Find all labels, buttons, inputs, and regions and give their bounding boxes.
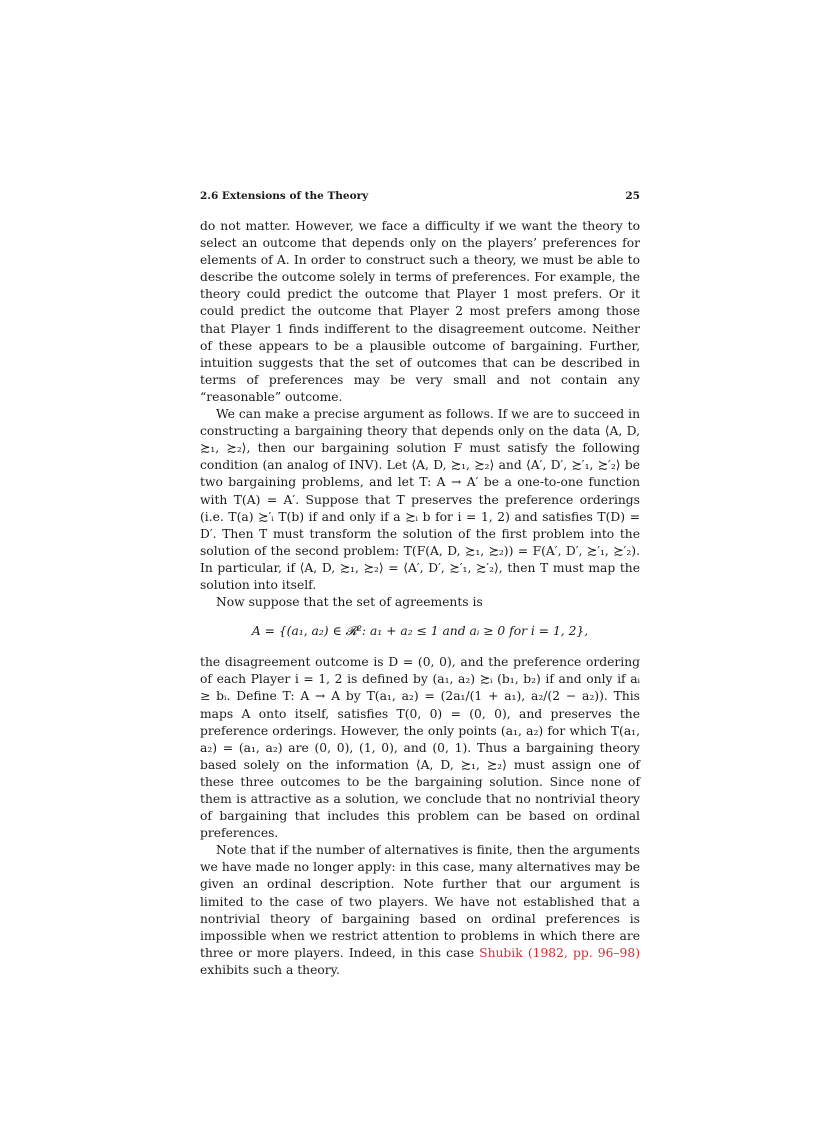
paragraph-1: do not matter. However, we face a difficulty if we want the theory to select an outcome that depends only on the players’ preferences for elements of A. In order to construct such a theory, we must be able to describe the outcome solely in terms of preferences. For example, the theory could predict the outcome that Player 1 most prefers. Or it could predict the outcome that Player 2 most prefers among those that Player 1 finds indifferent to the disagreement outcome. Neither of these appears to be a plausible outcome of bargaining. Further, intuition suggests that the set of outcomes that can be described in terms of preferences may be very small and not contain any “reasonable” outcome.	[200, 219, 640, 404]
page	[200, 190, 640, 979]
paragraph-3: Now suppose that the set of agreements is	[216, 595, 483, 610]
equation-set-of-agreements: A = {(a₁, a₂) ∈ 𝓡²: a₁ + a₂ ≤ 1 and aᵢ ≥ 0 for i = 1, 2},	[251, 624, 589, 639]
citation-link[interactable]: Shubik (1982, pp. 96–98)	[479, 945, 640, 960]
page-number: 25	[625, 190, 640, 202]
paragraph-4: the disagreement outcome is D = (0, 0), and the preference ordering of each Player i = 1, 2 is defined by (a₁, a₂) ≿ᵢ (b₁, b₂) if and only if aᵢ ≥ bᵢ. Define T: A → A by T(a₁, a₂) = (2a₁/(1 + a₁), a₂/(2 − a₂)). This maps A onto itself, satisfies T(0, 0) = (0, 0), and preserves the preference orderings. However, the only points (a₁, a₂) for which T(a₁, a₂) = (a₁, a₂) are (0, 0), (1, 0), and (0, 1). Thus a bargaining theory based solely on the information ⟨A, D, ≿₁, ≿₂⟩ must assign one of these three outcomes to be the bargaining solution. Since none of them is attractive as a solution, we conclude that no nontrivial theory of bargaining that includes this problem can be based on ordinal preferences.	[200, 655, 640, 841]
running-head	[200, 190, 640, 202]
citation-trailing: exhibits such a theory.	[200, 962, 340, 977]
body-text	[200, 218, 640, 979]
section-title: 2.6 Extensions of the Theory	[200, 190, 369, 202]
paragraph-5	[200, 842, 640, 979]
paragraph-5-text: Note that if the number of alternatives is finite, then the arguments we have made no longer apply: in this case, many alternatives may be given an ordinal description. Note further that our argument is limited to the case of two players. We have not established that a nontrivial theory of bargaining based on ordinal preferences is impossible when we restrict attention to problems in which there are three or more players. Indeed, in this case	[200, 843, 640, 960]
paragraph-2: We can make a precise argument as follows. If we are to succeed in constructing a bargaining theory that depends only on the data ⟨A, D, ≿₁, ≿₂⟩, then our bargaining solution F must satisfy the following condition (an analog of INV). Let ⟨A, D, ≿₁, ≿₂⟩ and ⟨A′, D′, ≿′₁, ≿′₂⟩ be two bargaining problems, and let T: A → A′ be a one-to-one function with T(A) = A′. Suppose that T preserves the preference orderings (i.e. T(a) ≿′ᵢ T(b) if and only if a ≿ᵢ b for i = 1, 2) and satisfies T(D) = D′. Then T must transform the solution of the first problem into the solution of the second problem: T(F(A, D, ≿₁, ≿₂)) = F(A′, D′, ≿′₁, ≿′₂). In particular, if ⟨A, D, ≿₁, ≿₂⟩ = ⟨A′, D′, ≿′₁, ≿′₂⟩, then T must map the solution into itself.	[200, 407, 640, 592]
